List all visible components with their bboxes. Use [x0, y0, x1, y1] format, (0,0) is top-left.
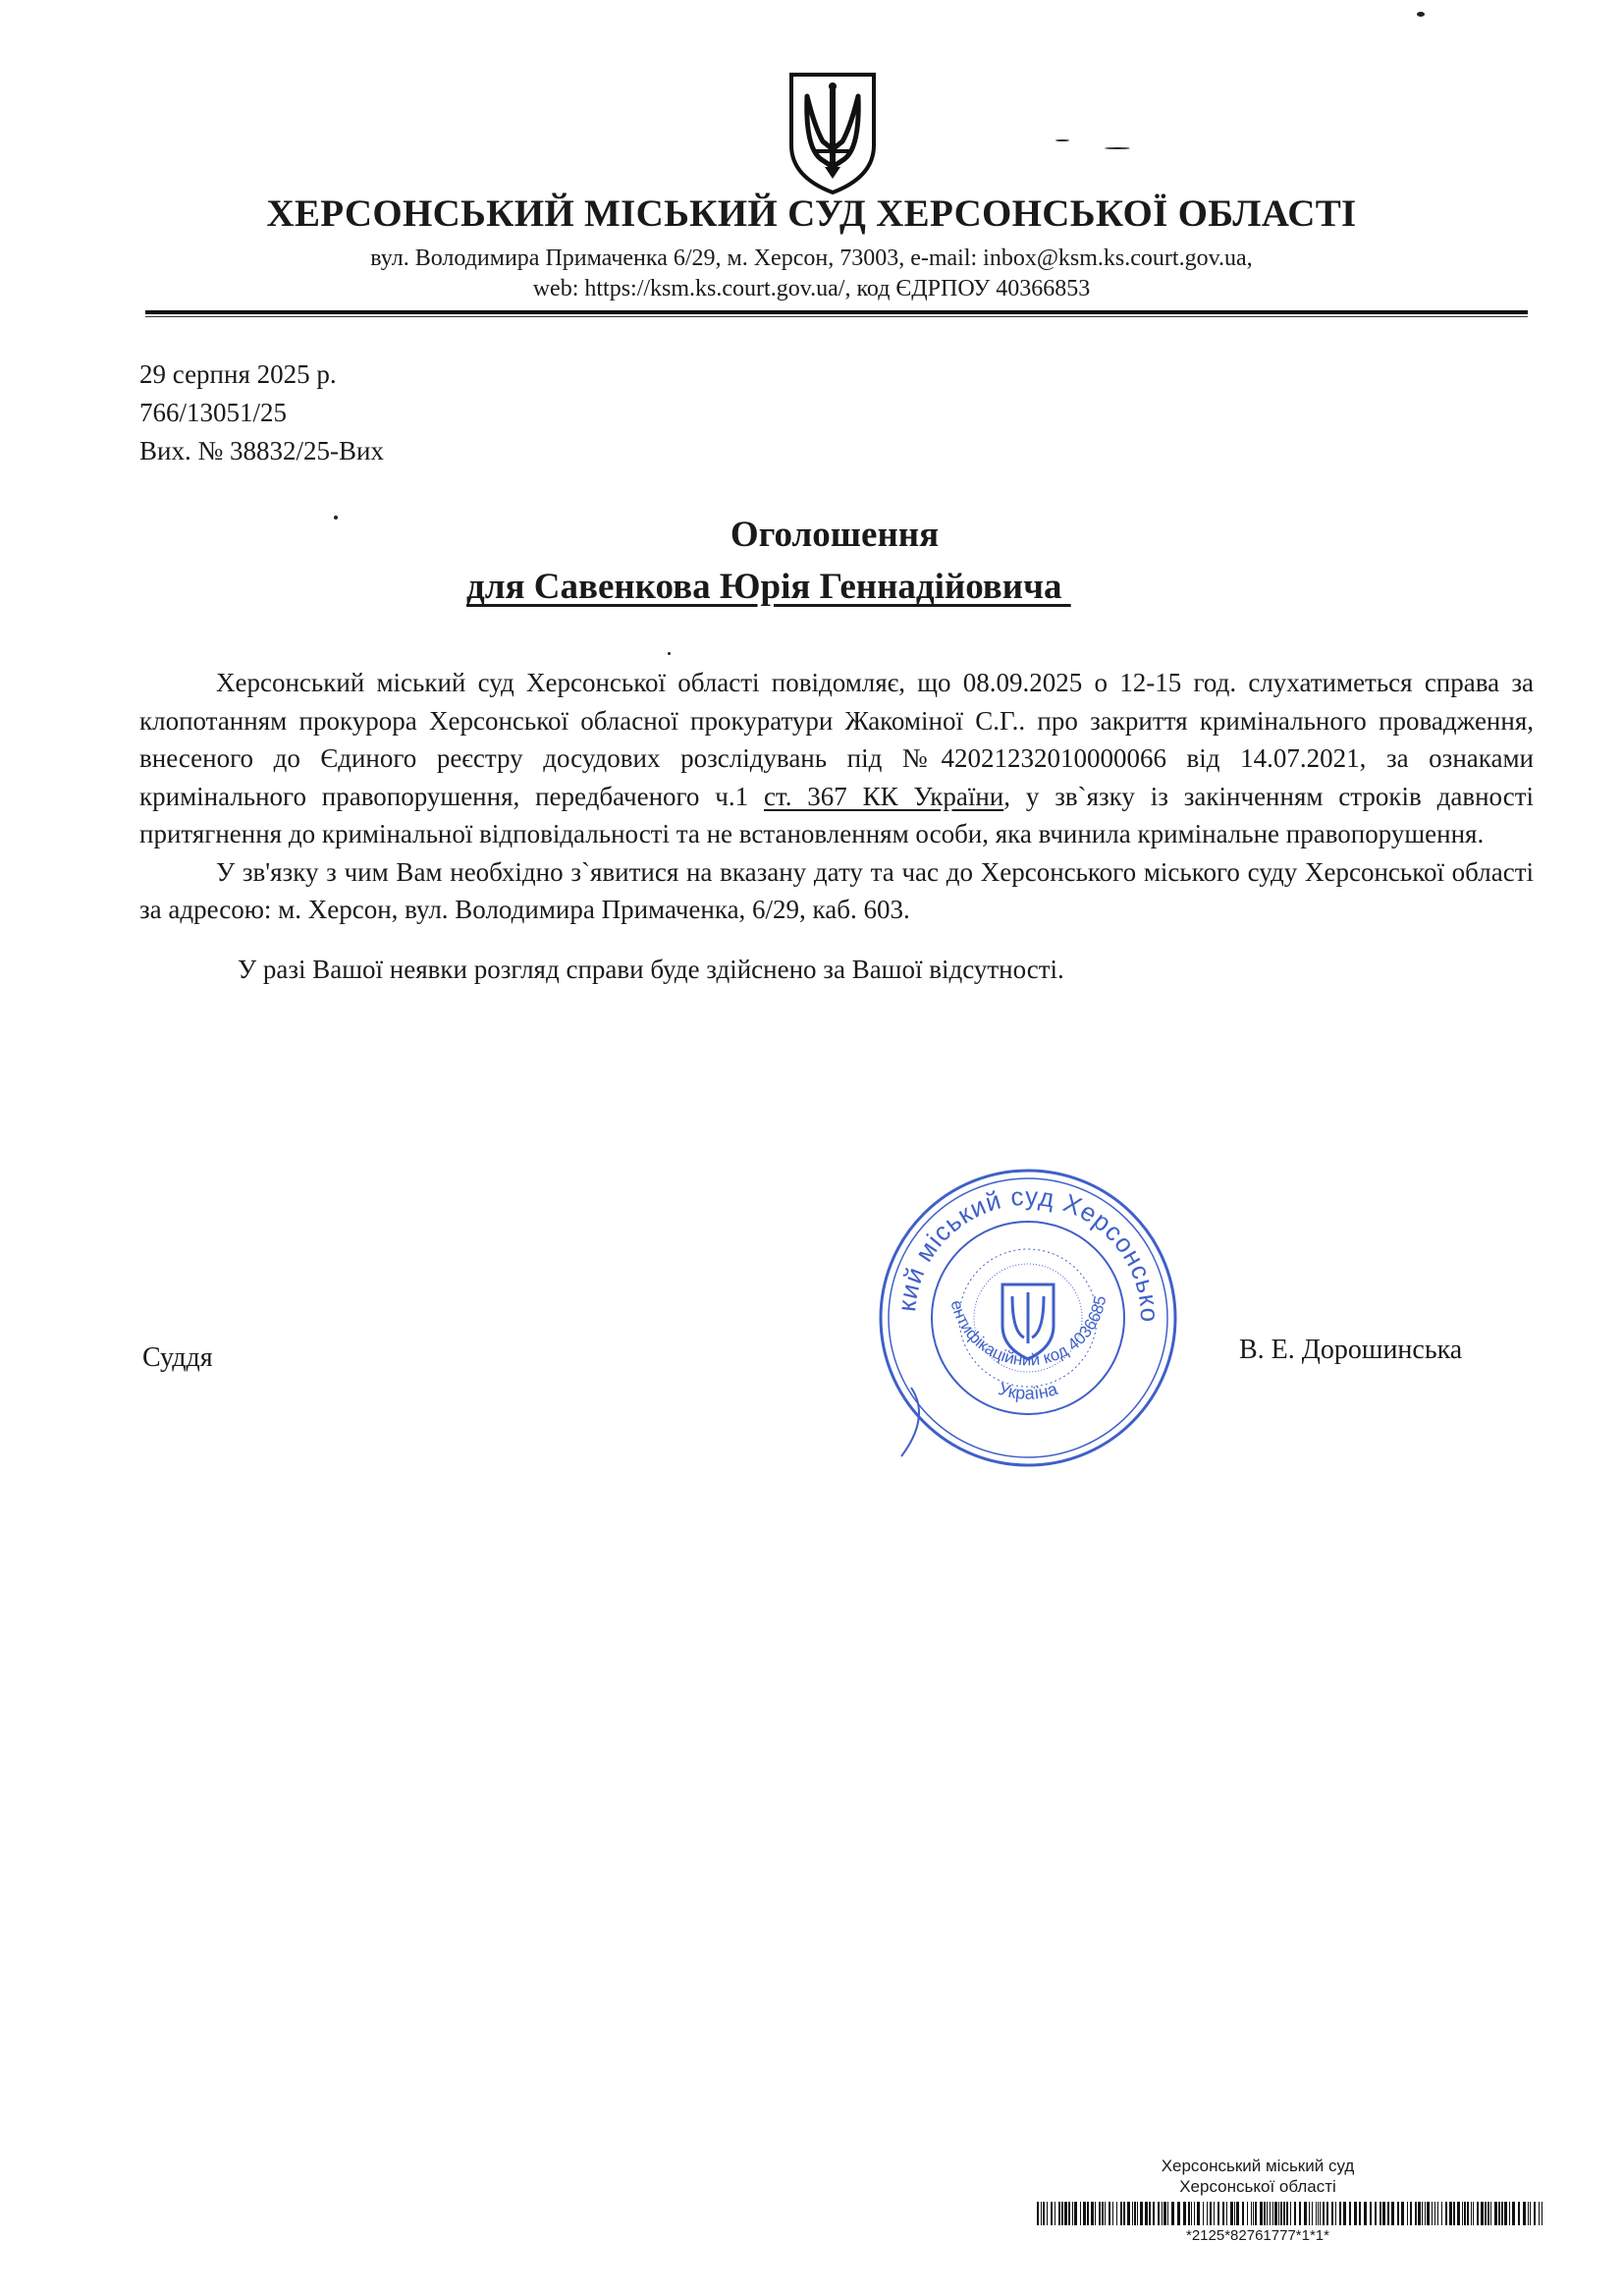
barcode-bar: [1391, 2202, 1394, 2225]
barcode-bar: [1255, 2202, 1257, 2225]
paragraph-1-text-start: Херсонський міський суд Херсонської області повідомляє, що 08.09.2025 о 12-15 год. слухатиметься справа за клопотанням прокурора Херсонської обласної прокуратури Жакоміної С.Г.. про закриття кримінального провадження, внесеного до Єдиного реєстру досудових розслідувань під №42021232010000066 від 14.07.2021, за ознаками кримінального правопорушення, передбаченого ч.1: [139, 668, 1534, 811]
document-subtitle: для Савенкова Юрія Геннадійовича: [466, 567, 1071, 607]
barcode-bar: [1397, 2202, 1399, 2225]
barcode-bar: [1210, 2202, 1212, 2225]
barcode-bar: [1134, 2202, 1136, 2225]
seal-trident-icon: [1002, 1285, 1054, 1359]
barcode-bar: [1477, 2202, 1479, 2225]
barcode-bar: [1099, 2202, 1101, 2225]
barcode-bar: [1051, 2202, 1053, 2225]
barcode-bar: [1432, 2202, 1433, 2225]
barcode-bar: [1177, 2202, 1180, 2225]
barcode-bar: [1105, 2202, 1106, 2225]
barcode-bar: [1449, 2202, 1452, 2225]
barcode-bar: [1234, 2202, 1235, 2225]
barcode-bar: [1290, 2202, 1291, 2225]
barcode-bar: [1523, 2202, 1526, 2225]
barcode-bar: [1080, 2202, 1081, 2225]
scan-speck: [1105, 147, 1130, 149]
scan-speck: [668, 652, 671, 655]
registration-stamp: [1037, 2151, 1557, 2288]
barcode-number: *2125*82761777*1*1*: [1186, 2227, 1329, 2244]
barcode-bar: [1226, 2202, 1227, 2225]
barcode-bar: [1267, 2202, 1268, 2225]
barcode-bar: [1427, 2202, 1430, 2225]
barcode-bar: [1401, 2202, 1404, 2225]
barcode-bar: [1041, 2202, 1042, 2225]
barcode-bar: [1382, 2202, 1385, 2225]
barcode-bar: [1323, 2202, 1325, 2225]
barcode-bar: [1286, 2202, 1288, 2225]
notice-paragraph-2: У зв'язку з чим Вам необхідно з`явитися на вказану дату та час до Херсонського міського суду Херсонської області за адресою: м. Херсон, вул. Володимира Примаченка, 6/29, каб. 603.: [139, 856, 1534, 924]
barcode-bar: [1068, 2202, 1070, 2225]
barcode-bar: [1203, 2202, 1204, 2225]
barcode-bar: [1236, 2202, 1239, 2225]
seal-inner-text: ентифікаційний код 4036685: [947, 1293, 1110, 1370]
barcode-bar: [1278, 2202, 1279, 2225]
barcode-bar: [1488, 2202, 1489, 2225]
barcode-bar: [1299, 2202, 1301, 2225]
barcode-bar: [1064, 2202, 1067, 2225]
barcode-bar: [1037, 2202, 1039, 2225]
barcode-bar: [1058, 2202, 1060, 2225]
barcode-bar: [1247, 2202, 1248, 2225]
svg-text:Херсонський міський суд Херсон: [872, 1162, 1164, 1323]
barcode-icon: [1037, 2202, 1547, 2225]
barcode-bar: [1534, 2202, 1536, 2225]
barcode-bar: [1370, 2202, 1372, 2225]
barcode-bar: [1425, 2202, 1426, 2225]
barcode-bar: [1501, 2202, 1503, 2225]
court-seal-stamp: [872, 1162, 1184, 1474]
barcode-bar: [1191, 2202, 1192, 2225]
barcode-bar: [1194, 2202, 1195, 2225]
law-article-link[interactable]: ст. 367 КК України: [763, 781, 1004, 811]
barcode-bar: [1074, 2202, 1077, 2225]
barcode-bar: [1354, 2202, 1357, 2225]
barcode-bar: [1283, 2202, 1285, 2225]
barcode-bar: [1183, 2202, 1186, 2225]
barcode-bar: [1270, 2202, 1271, 2225]
signature-role: Суддя: [142, 1342, 213, 1373]
barcode-bar: [1242, 2202, 1244, 2225]
barcode-bar: [1441, 2202, 1442, 2225]
barcode-bar: [1264, 2202, 1266, 2225]
barcode-bar: [1047, 2202, 1048, 2225]
barcode-bar: [1457, 2202, 1460, 2225]
barcode-bar: [1171, 2202, 1174, 2225]
barcode-bar: [1230, 2202, 1233, 2225]
barcode-bar: [1387, 2202, 1389, 2225]
barcode-bar: [1349, 2202, 1351, 2225]
barcode-bar: [1207, 2202, 1208, 2225]
scan-speck: [1055, 139, 1069, 141]
barcode-bar: [1251, 2202, 1252, 2225]
barcode-bar: [1380, 2202, 1381, 2225]
barcode-bar: [1528, 2202, 1529, 2225]
barcode-bar: [1132, 2202, 1133, 2225]
barcode-bar: [1123, 2202, 1125, 2225]
barcode-bar: [1498, 2202, 1500, 2225]
barcode-bar: [1140, 2202, 1143, 2225]
coat-of-arms-icon: [785, 69, 880, 196]
court-address: вул. Володимира Примаченка 6/29, м. Херсон, 73003, e-mail: inbox@ksm.ks.court.gov.ua,: [370, 246, 1253, 271]
barcode-bar: [1197, 2202, 1200, 2225]
barcode-bar: [1167, 2202, 1168, 2225]
barcode-bar: [1453, 2202, 1455, 2225]
barcode-bar: [1102, 2202, 1104, 2225]
barcode-bar: [1331, 2202, 1333, 2225]
barcode-bar: [1485, 2202, 1487, 2225]
barcode-bar: [1214, 2202, 1215, 2225]
barcode-bar: [1494, 2202, 1497, 2225]
barcode-bar: [1422, 2202, 1423, 2225]
barcode-bar: [1222, 2202, 1224, 2225]
barcode-bar: [1145, 2202, 1148, 2225]
barcode-bar: [1312, 2202, 1313, 2225]
stamp-court-name: Херсонський міський суд: [1161, 2157, 1355, 2175]
court-name: ХЕРСОНСЬКИЙ МІСЬКИЙ СУД ХЕРСОНСЬКОЇ ОБЛАСТІ: [266, 192, 1357, 235]
barcode-bar: [1149, 2202, 1151, 2225]
barcode-bar: [1188, 2202, 1190, 2225]
document-date: 29 серпня 2025 р.: [139, 359, 337, 389]
barcode-bar: [1410, 2202, 1412, 2225]
barcode-bar: [1260, 2202, 1263, 2225]
barcode-bar: [1274, 2202, 1277, 2225]
barcode-bar: [1407, 2202, 1408, 2225]
barcode-bar: [1043, 2202, 1045, 2225]
barcode-bar: [1087, 2202, 1089, 2225]
court-web-and-code: web: https://ksm.ks.court.gov.ua/, код ЄДРПОУ 40366853: [532, 276, 1091, 301]
scan-speck: [334, 516, 338, 519]
barcode-bar: [1162, 2202, 1163, 2225]
document-title: Оголошення: [730, 515, 940, 555]
barcode-bar: [1120, 2202, 1122, 2225]
case-number: 766/13051/25: [139, 398, 288, 427]
barcode-bar: [1339, 2202, 1341, 2225]
header-divider: [145, 310, 1528, 314]
scan-speck: [1417, 12, 1425, 17]
seal-outer-text: кий міський суд Херсонсько: [892, 1180, 1165, 1324]
barcode-bar: [1512, 2202, 1515, 2225]
barcode-bar: [1467, 2202, 1469, 2225]
signature-name: В. Е. Дорошинська: [1239, 1335, 1463, 1365]
barcode-bar: [1304, 2202, 1307, 2225]
header-divider-thin: [145, 316, 1528, 317]
barcode-bar: [1072, 2202, 1073, 2225]
barcode-bar: [1481, 2202, 1484, 2225]
barcode-bar: [1490, 2202, 1491, 2225]
barcode-bar: [1509, 2202, 1510, 2225]
barcode-bar: [1318, 2202, 1319, 2225]
barcode-bar: [1471, 2202, 1472, 2225]
barcode-bar: [1359, 2202, 1361, 2225]
barcode-bar: [1294, 2202, 1296, 2225]
barcode-bar: [1530, 2202, 1531, 2225]
barcode-bar: [1127, 2202, 1130, 2225]
barcode-bar: [1418, 2202, 1421, 2225]
barcode-bar: [1309, 2202, 1310, 2225]
svg-text:Україна: [997, 1379, 1061, 1403]
barcode-bar: [1437, 2202, 1438, 2225]
barcode-bar: [1473, 2202, 1474, 2225]
barcode-bar: [1539, 2202, 1540, 2225]
barcode-bar: [1217, 2202, 1219, 2225]
barcode-bar: [1158, 2202, 1160, 2225]
barcode-bar: [1253, 2202, 1254, 2225]
barcode-bar: [1326, 2202, 1328, 2225]
barcode-bar: [1335, 2202, 1336, 2225]
barcode-bar: [1109, 2202, 1110, 2225]
barcode-bar: [1504, 2202, 1507, 2225]
barcode-bar: [1415, 2202, 1417, 2225]
barcode-bar: [1462, 2202, 1463, 2225]
stamp-region: Херсонської області: [1179, 2177, 1336, 2196]
barcode-bar: [1434, 2202, 1435, 2225]
outgoing-number: Вих. № 38832/25-Вих: [139, 436, 384, 465]
barcode-bar: [1137, 2202, 1138, 2225]
barcode-bar: [1083, 2202, 1086, 2225]
barcode-bar: [1316, 2202, 1317, 2225]
barcode-bar: [1518, 2202, 1520, 2225]
barcode-bar: [1375, 2202, 1377, 2225]
barcode-bar: [1061, 2202, 1063, 2225]
barcode-bar: [1464, 2202, 1466, 2225]
barcode-bar: [1153, 2202, 1155, 2225]
barcode-bar: [1112, 2202, 1113, 2225]
paragraph-1-text-end: , у зв`язку із закінченням строків давності притягнення до кримінальної відповідальності та не встановленням особи, яка вчинила кримінальне правопорушення.: [139, 781, 1534, 848]
barcode-bar: [1091, 2202, 1094, 2225]
notice-body: [139, 664, 1534, 988]
barcode-bar: [1116, 2202, 1117, 2225]
barcode-bar: [1445, 2202, 1447, 2225]
notice-paragraph-3: У разі Вашої неявки розгляд справи буде здійснено за Вашої відсутності.: [238, 954, 1064, 984]
barcode-bar: [1163, 2202, 1166, 2225]
barcode-bar: [1280, 2202, 1282, 2225]
barcode-bar: [1364, 2202, 1367, 2225]
notice-paragraph-1: [139, 664, 1534, 853]
barcode-bar: [1343, 2202, 1346, 2225]
barcode-bar: [1095, 2202, 1096, 2225]
seal-bottom-text: Україна: [996, 1378, 1060, 1403]
barcode-bar: [1272, 2202, 1273, 2225]
barcode-bar: [1320, 2202, 1321, 2225]
